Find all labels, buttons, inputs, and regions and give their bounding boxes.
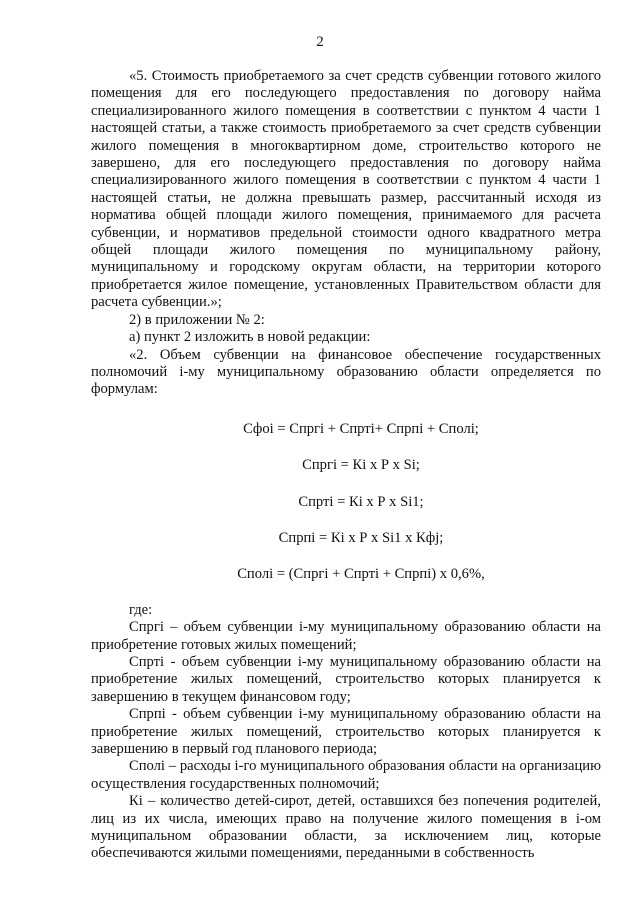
formula-sprgi: Спргi = Кi х Р х Si; xyxy=(302,457,420,474)
formula-spoli: Сполi = (Спргi + Спртi + Спрпi) х 0,6%, xyxy=(237,566,485,583)
formula-block xyxy=(91,399,601,602)
definition-sprgi: Спргi – объем субвенции i-му муниципальному образованию области на приобретение готовых жилых помещений; xyxy=(91,619,601,653)
definition-sprti: Спртi - объем субвенции i-му муниципальному образованию области на приобретение жилых помещений, строительство которых планируется к завершению в текущем финансовом году; xyxy=(91,653,601,705)
document-body xyxy=(91,68,601,863)
definition-ki: Кi – количество детей-сирот, детей, оставшихся без попечения родителей, лиц из их числа, имеющих право на получение жилого помещения в i-ом муниципальном образовании области, за исключением лиц, которые обеспечиваются жилыми помещениями, переданными в собственность xyxy=(91,793,601,862)
paragraph-clause-2: «2. Объем субвенции на финансовое обеспечение государственных полномочий i-му муниципальному образованию области определяется по формулам: xyxy=(91,346,601,398)
where-label: где: xyxy=(129,601,153,618)
paragraph-clause-5: «5. Стоимость приобретаемого за счет средств субвенции готового жилого помещения для его последующего предоставления по договору найма специализированного жилого помещения в соответствии с пунктом 4 части 1 настоящей статьи, а также стоимость приобретаемого за счет средств субвенции жилого помещения в многоквартирном доме, строительство которого не завершено, для его последующего предоставления по договору найма специализированного жилого помещения в соответствии с пунктом 4 части 1 настоящей статьи, не должна превышать размер, рассчитанный исходя из норматива общей площади жилого помещения, принимаемого для расчета субвенции, и нормативов предельной стоимости одного квадратного метра общей площади жилого помещения по муниципальному району, муниципальному и городскому округам области, на территории которого приобретается жилое помещение, установленных Правительством области для расчета субвенции.»; xyxy=(91,68,601,311)
paragraph-item-a: а) пункт 2 изложить в новой редакции: xyxy=(129,329,371,346)
formula-sprti: Спртi = Кi х Р х Si1; xyxy=(298,493,424,510)
paragraph-appendix-2: 2) в приложении № 2: xyxy=(129,311,265,328)
definition-spoli: Сполi – расходы i-го муниципального образования области на организацию осуществления государственных полномочий; xyxy=(91,758,601,792)
page-number: 2 xyxy=(316,34,324,50)
formula-sfoi: Сфоi = Спргi + Спртi+ Спрпi + Сполi; xyxy=(243,420,479,437)
definition-sprpi: Спрпi - объем субвенции i-му муниципальному образованию области на приобретение жилых помещений, строительство которых планируется к завершению в первый год планового периода; xyxy=(91,706,601,757)
formula-sprpi: Спрпi = Кi х Р х Si1 х Кфj; xyxy=(278,529,444,546)
